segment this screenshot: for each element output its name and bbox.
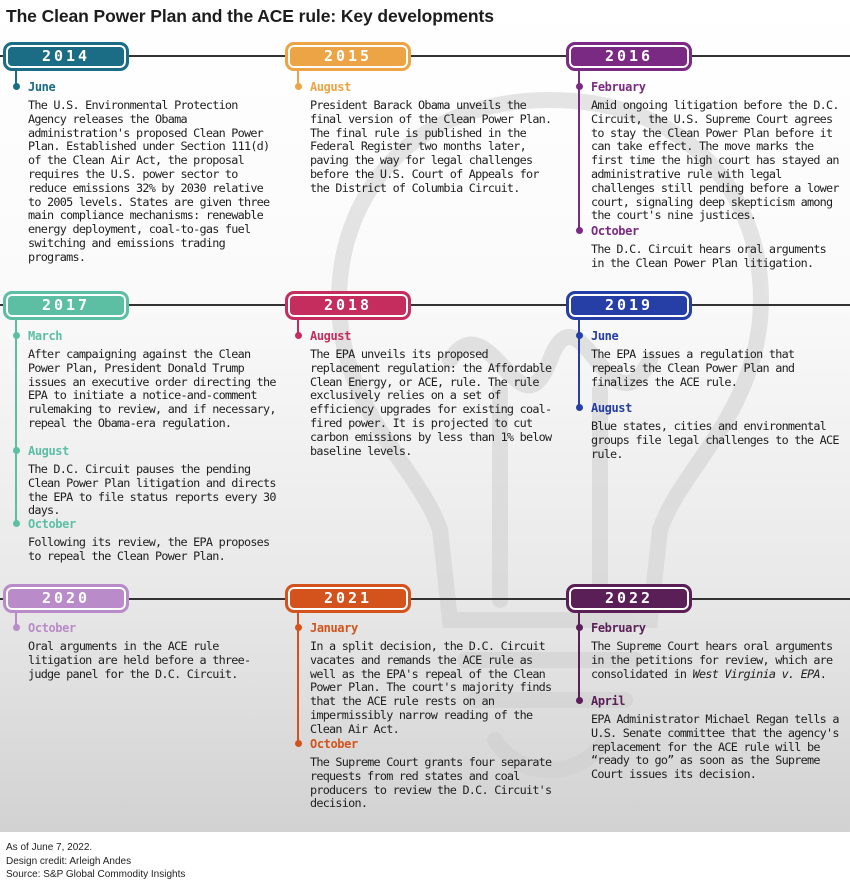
year-2016-badge: 2016: [566, 42, 692, 71]
source-note: Source: S&P Global Commodity Insights: [6, 869, 186, 880]
year-2014-entry-dot: [13, 83, 20, 90]
year-2022-entry-dot: [576, 697, 583, 704]
year-2014-event-text: The U.S. Environmental Protection Agency releases the Obama administration's proposed Clean Power Plan. Established under Section 111(d) of the Clean Air Act, the proposal requires the U.S. power sector to reduce emissions 32% by 2030 relative to 2005 levels. States are given three main compliance mechanisms: renewable energy deployment, coal-to-gas fuel switching and emissions trading programs.: [28, 98, 270, 264]
year-2018-event-text: The EPA unveils its proposed replacement regulation: the Affordable Clean Energy, or ACE, rule. The rule exclusively relies on a set of efficiency upgrades for existing coal-fired power. It is projected to cut carbon emissions by less than 1% below baseline levels.: [310, 347, 552, 458]
year-2022-event-text: The Supreme Court hears oral arguments in the petitions for review, which are consolidated in West Virginia v. EPA.: [591, 639, 833, 681]
year-2019-entry-dot: [576, 404, 583, 411]
year-2019-event-text: The EPA issues a regulation that repeals the Clean Power Plan and finalizes the ACE rule.: [591, 347, 795, 389]
year-2016-entry-dot: [576, 83, 583, 90]
year-2022-badge: 2022: [566, 584, 692, 613]
year-2015-badge: 2015: [285, 42, 411, 71]
year-2014-badge: 2014: [3, 42, 129, 71]
year-2017-month: October: [28, 517, 76, 531]
year-2016-event-text: The D.C. Circuit hears oral arguments in the Clean Power Plan litigation.: [591, 242, 827, 270]
date-note: As of June 7, 2022.: [6, 842, 93, 853]
year-2015-entry-dot: [295, 83, 302, 90]
year-2018-badge: 2018: [285, 291, 411, 320]
year-2021-event-text: The Supreme Court grants four separate requests from red states and coal producers to review the D.C. Circuit's decision.: [310, 755, 552, 811]
year-2017-badge: 2017: [3, 291, 129, 320]
year-2021-entry-dot: [295, 624, 302, 631]
year-2016-month: October: [591, 224, 639, 238]
year-2020-event-text: Oral arguments in the ACE rule litigation are held before a three-judge panel for the D.C. Circuit.: [28, 639, 251, 681]
year-2019-event-text: Blue states, cities and environmental groups file legal challenges to the ACE rule.: [591, 419, 839, 461]
footer: [6, 841, 185, 882]
year-2019-entry-dot: [576, 332, 583, 339]
year-2017-entry-dot: [13, 447, 20, 454]
year-2017-month: August: [28, 444, 69, 458]
year-2021-connector-line: [297, 612, 299, 745]
year-2021-event-text: In a split decision, the D.C. Circuit vacates and remands the ACE rule as well as the EPA's repeal of the Clean Power Plan. The court's majority finds that the ACE rule rests on an impermissibly narrow reading of the Clean Air Act.: [310, 639, 552, 736]
year-2017-entry-dot: [13, 520, 20, 527]
year-2017-event-text: Following its review, the EPA proposes to repeal the Clean Power Plan.: [28, 535, 270, 563]
year-2016-month: February: [591, 80, 646, 94]
year-2017-month: March: [28, 329, 63, 343]
year-2015-month: August: [310, 80, 351, 94]
year-2020-entry-dot: [13, 624, 20, 631]
year-2021-month: October: [310, 737, 358, 751]
year-2022-entry-dot: [576, 624, 583, 631]
year-2021-month: January: [310, 621, 358, 635]
year-2016-entry-dot: [576, 227, 583, 234]
year-2017-event-text: After campaigning against the Clean Power Plan, President Donald Trump issues an executive order directing the EPA to initiate a notice-and-comment rulemaking to review, and if necessary, repeal the Obama-era regulation.: [28, 347, 276, 430]
year-2019-month: June: [591, 329, 619, 343]
year-2019-badge: 2019: [566, 291, 692, 320]
year-2022-month: April: [591, 694, 626, 708]
year-2017-connector-line: [15, 319, 17, 525]
year-2016-event-text: Amid ongoing litigation before the D.C. Circuit, the U.S. Supreme Court agrees to stay the Clean Power Plan before it can take effect. The move marks the first time the high court has stayed an administrative rule with legal challenges still pending before a lower court, signaling deep skepticism among the court's nine justices.: [591, 98, 839, 223]
year-2022-event-text: EPA Administrator Michael Regan tells a U.S. Senate committee that the agency's replacement for the ACE rule will be “ready to go” as soon as the Supreme Court issues its decision.: [591, 712, 839, 782]
year-2018-entry-dot: [295, 332, 302, 339]
year-2020-badge: 2020: [3, 584, 129, 613]
year-2018-month: August: [310, 329, 351, 343]
year-2020-month: October: [28, 621, 76, 635]
year-2021-badge: 2021: [285, 584, 411, 613]
year-2015-event-text: President Barack Obama unveils the final version of the Clean Power Plan. The final rule is published in the Federal Register two months later, paving the way for legal challenges before the U.S. Court of Appeals for the District of Columbia Circuit.: [310, 98, 552, 195]
year-2021-entry-dot: [295, 740, 302, 747]
year-2014-month: June: [28, 80, 56, 94]
design-credit: Design credit: Arleigh Andes: [6, 855, 132, 867]
year-2019-month: August: [591, 401, 632, 415]
year-2016-connector-line: [578, 70, 580, 232]
year-2017-event-text: The D.C. Circuit pauses the pending Clean Power Plan litigation and directs the EPA to file status reports every 30 days.: [28, 462, 276, 518]
page-title: The Clean Power Plan and the ACE rule: Key developments: [6, 6, 494, 26]
year-2022-month: February: [591, 621, 646, 635]
year-2017-entry-dot: [13, 332, 20, 339]
